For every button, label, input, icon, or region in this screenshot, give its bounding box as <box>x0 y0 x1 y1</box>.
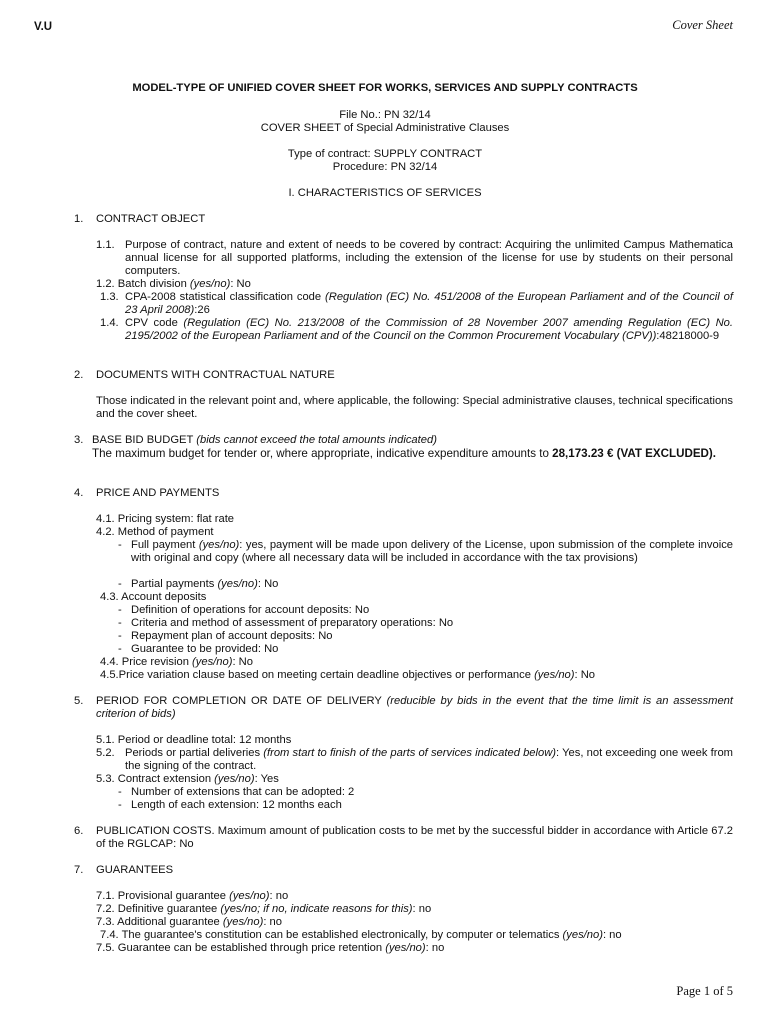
item-1-1-text: Purpose of contract, nature and extent of needs to be covered by contract: Acquiring the unlimited Campus Mathematica annual license for all supported platforms, including the extension of the license for use by students on their personal computers. <box>125 239 733 277</box>
partial-payments: Partial payments (yes/no): No <box>131 578 279 590</box>
item-5-3: 5.3. Contract extension (yes/no): Yes <box>96 773 279 785</box>
item-7-3: 7.3. Additional guarantee (yes/no): no <box>96 916 282 928</box>
item-5-2-number: 5.2. <box>96 747 115 759</box>
procedure: Procedure: PN 32/14 <box>332 161 438 173</box>
section-5-title: PERIOD FOR COMPLETION OR DATE OF DELIVERY (reducible by bids in the event that the time limit is an assessment criterion of bids) <box>96 695 733 720</box>
item-1-4-number: 1.4. <box>100 317 119 329</box>
item-4-2: 4.2. Method of payment <box>96 526 214 538</box>
section-1-title: CONTRACT OBJECT <box>96 213 206 225</box>
item-1-1-number: 1.1. <box>96 239 115 251</box>
section-7-title: GUARANTEES <box>96 864 174 876</box>
item-7-5: 7.5. Guarantee can be established through price retention (yes/no): no <box>96 942 445 954</box>
item-7-2: 7.2. Definitive guarantee (yes/no; if no, indicate reasons for this): no <box>96 903 432 915</box>
section-6-number: 6. <box>74 825 84 837</box>
dash-bullet: - <box>118 786 122 798</box>
item-7-4: 7.4. The guarantee's constitution can be established electronically, by computer or telematics (yes/no): no <box>100 929 622 941</box>
item-1-3-number: 1.3. <box>100 291 119 303</box>
dash-bullet: - <box>118 630 122 642</box>
deposit-guarantee: Guarantee to be provided: No <box>131 643 279 655</box>
file-number: File No.: PN 32/14 <box>339 109 431 121</box>
deposit-repayment: Repayment plan of account deposits: No <box>131 630 333 642</box>
item-4-5: 4.5.Price variation clause based on meeting certain deadline objectives or performance (yes/no): No <box>100 669 596 681</box>
item-4-3: 4.3. Account deposits <box>100 591 207 603</box>
section-3-text: The maximum budget for tender or, where appropriate, indicative expenditure amounts to 28,173.23 € (VAT EXCLUDED). <box>92 447 717 460</box>
item-5-1: 5.1. Period or deadline total: 12 months <box>96 734 292 746</box>
deposit-definition: Definition of operations for account deposits: No <box>131 604 370 616</box>
section-1-number: 1. <box>74 213 84 225</box>
item-4-4: 4.4. Price revision (yes/no): No <box>100 656 253 668</box>
dash-bullet: - <box>118 539 122 551</box>
section-2-text: Those indicated in the relevant point and, where applicable, the following: Special administrative clauses, technical specifications and the cover sheet. <box>96 395 733 420</box>
extension-count: Number of extensions that can be adopted: 2 <box>131 786 355 798</box>
deposit-criteria: Criteria and method of assessment of preparatory operations: No <box>131 617 454 629</box>
full-payment-text: Full payment (yes/no): yes, payment will be made upon delivery of the License, upon submission of the complete invoice with original and copy (where all necessary data will be included in accordance with the tax provisions) <box>131 539 734 564</box>
section-2-number: 2. <box>74 369 84 381</box>
section-5-number: 5. <box>74 695 84 707</box>
cover-sheet-line: COVER SHEET of Special Administrative Clauses <box>260 122 510 134</box>
document-title: MODEL-TYPE OF UNIFIED COVER SHEET FOR WORKS, SERVICES AND SUPPLY CONTRACTS <box>132 82 638 94</box>
section-4-title: PRICE AND PAYMENTS <box>96 487 220 499</box>
item-1-2: 1.2. Batch division (yes/no): No <box>96 278 251 290</box>
page-number: Page 1 of 5 <box>676 984 733 998</box>
dash-bullet: - <box>118 799 122 811</box>
section-4-number: 4. <box>74 487 84 499</box>
header-left-label: V.U <box>34 21 53 33</box>
item-4-1: 4.1. Pricing system: flat rate <box>96 513 235 525</box>
section-7-number: 7. <box>74 864 84 876</box>
dash-bullet: - <box>118 643 122 655</box>
section-3-title: BASE BID BUDGET (bids cannot exceed the total amounts indicated) <box>92 434 437 446</box>
item-1-4-text: CPV code (Regulation (EC) No. 213/2008 of the Commission of 28 November 2007 amending Regulation (EC) No. 2195/2002 of the European Parliament and of the Council on the Common Procurement Vocabulary (CPV)):48218000-9 <box>125 317 733 342</box>
header-right-label: Cover Sheet <box>672 18 733 32</box>
item-1-3-text: CPA-2008 statistical classification code (Regulation (EC) No. 451/2008 of the European Parliament and of the Council of 23 April 2008):26 <box>125 291 733 316</box>
contract-type: Type of contract: SUPPLY CONTRACT <box>287 148 483 160</box>
section-heading: I. CHARACTERISTICS OF SERVICES <box>288 187 482 199</box>
section-3-number: 3. <box>74 434 84 446</box>
item-7-1: 7.1. Provisional guarantee (yes/no): no <box>96 890 289 902</box>
dash-bullet: - <box>118 578 122 590</box>
item-5-2-text: Periods or partial deliveries (from start to finish of the parts of services indicated below): Yes, not exceeding one week from the signing of the contract. <box>125 747 733 772</box>
dash-bullet: - <box>118 604 122 616</box>
section-6-text: PUBLICATION COSTS. Maximum amount of publication costs to be met by the successful bidder in accordance with Article 67.2 of the RGLCAP: No <box>96 825 733 850</box>
section-2-title: DOCUMENTS WITH CONTRACTUAL NATURE <box>96 369 335 381</box>
extension-length: Length of each extension: 12 months each <box>131 799 342 811</box>
dash-bullet: - <box>118 617 122 629</box>
